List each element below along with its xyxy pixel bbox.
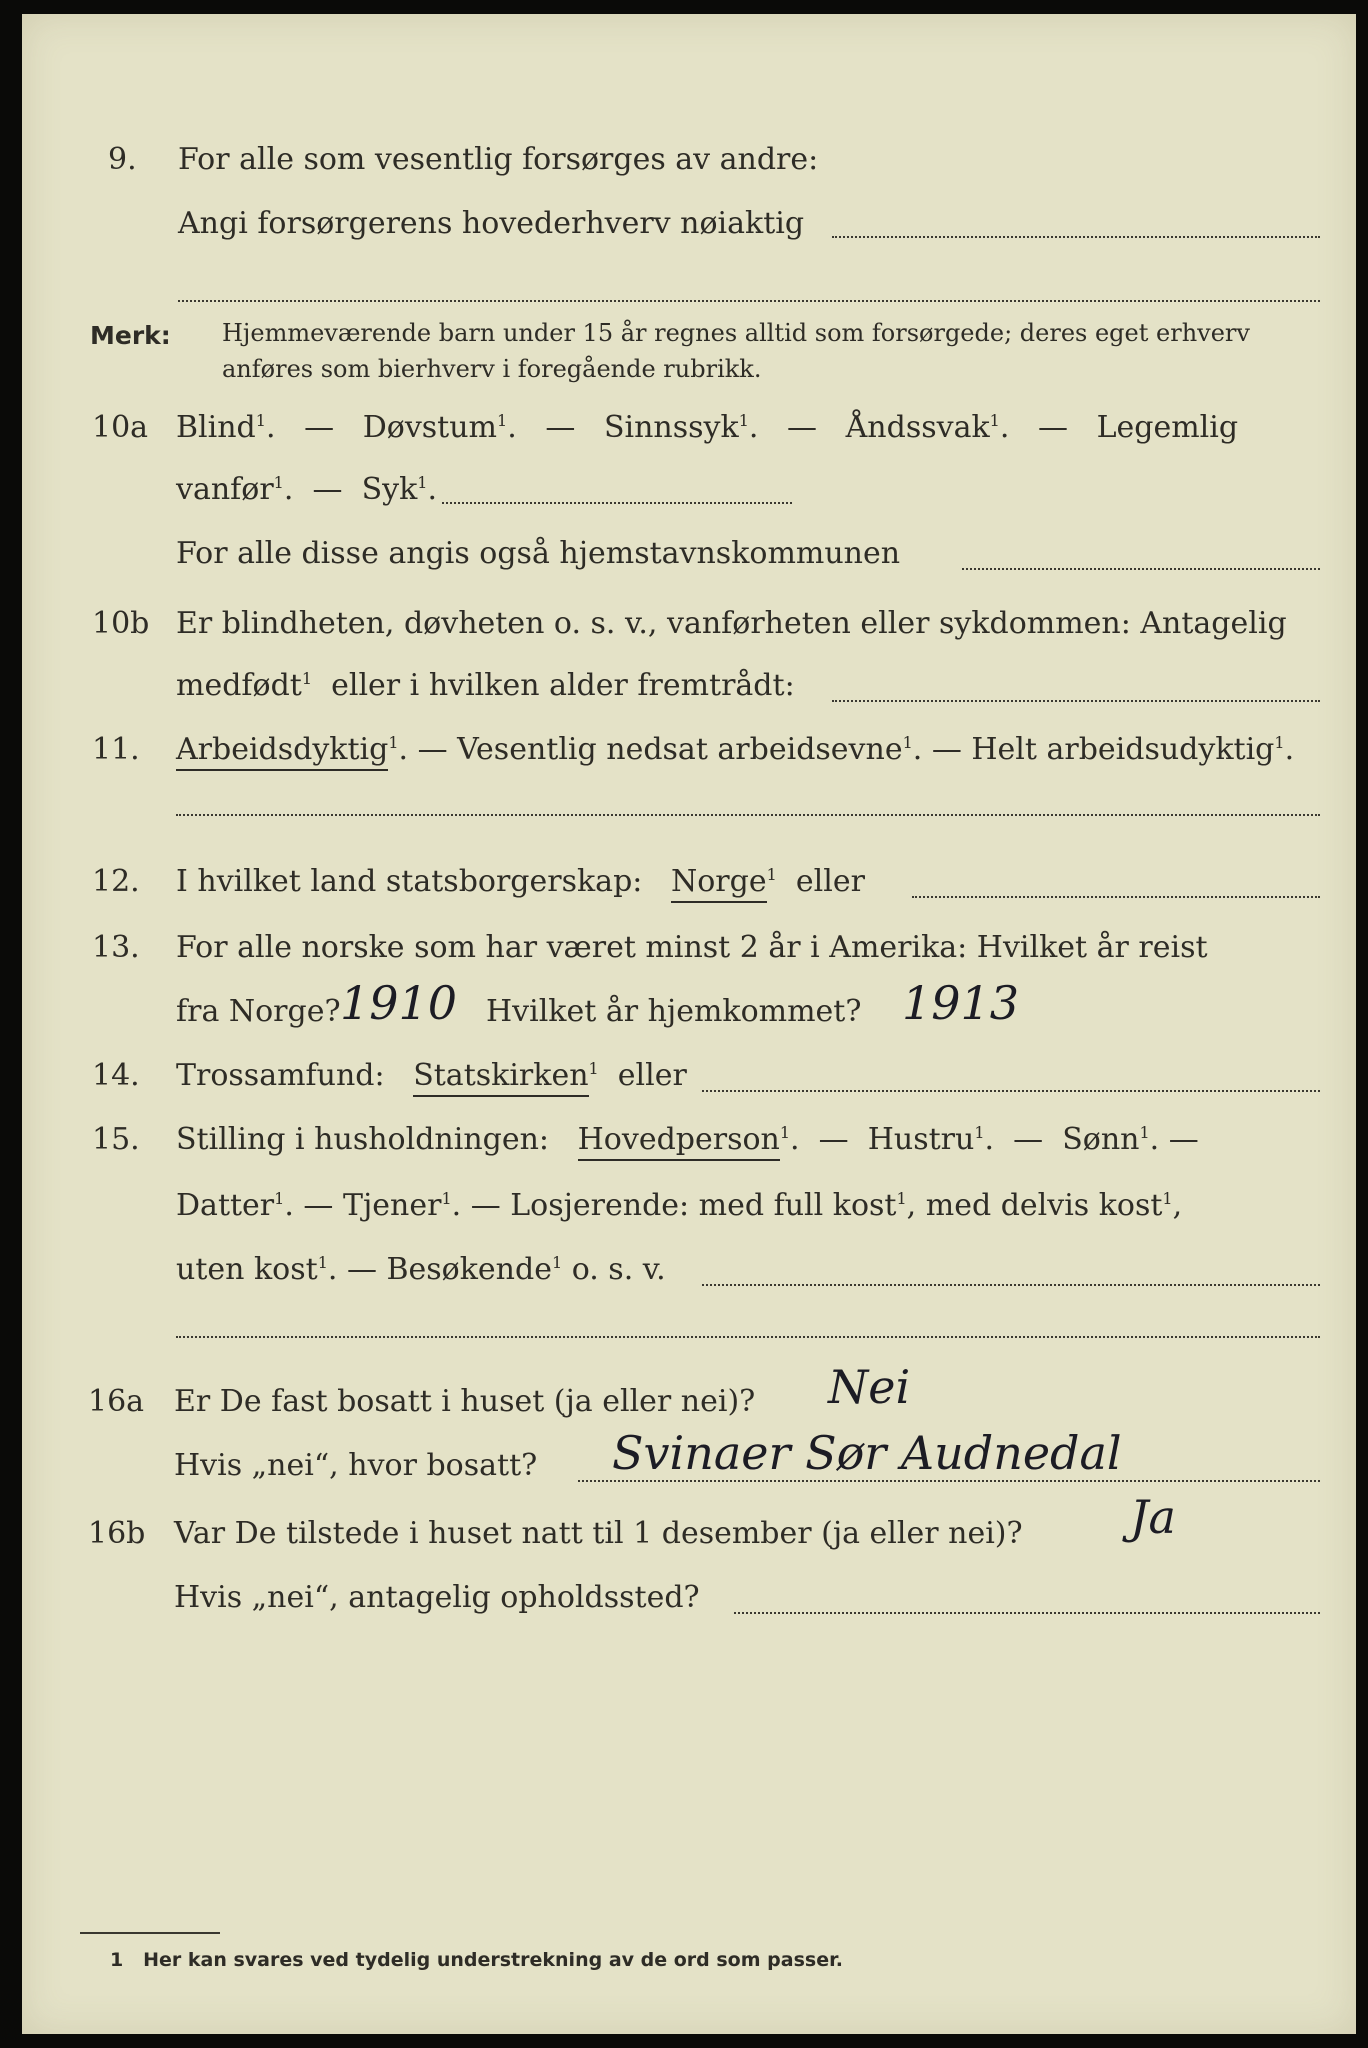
question-text: Hvis „nei“, antagelig opholdssted?: [174, 1580, 700, 1615]
question-number: 16b: [88, 1516, 146, 1551]
answer-line: [442, 502, 792, 504]
option-syk: Syk: [361, 472, 418, 507]
selected-hovedperson: Hovedperson: [578, 1122, 780, 1161]
answer-line: [176, 1336, 1320, 1338]
question-text: For alle som vesentlig forsørges av andre:: [178, 142, 819, 177]
question-number: 10b: [92, 606, 150, 641]
question-number: 14.: [92, 1058, 140, 1093]
question-number: 15.: [92, 1122, 140, 1157]
footnote: [110, 1949, 843, 1971]
footnote-marker: 1: [110, 1949, 124, 1971]
option-sinnssyk: Sinnssyk: [603, 410, 739, 445]
handwritten-answer-bosatt: Nei: [828, 1360, 911, 1414]
note-text: anføres som bierhverv i foregående rubrikk.: [222, 355, 762, 383]
handwritten-answer-hvor-bosatt: Svinaer Sør Audnedal: [612, 1426, 1122, 1480]
option-andssvak: Åndssvak: [845, 410, 990, 445]
question-text: Er De fast bosatt i huset (ja eller nei)?: [174, 1384, 756, 1419]
selected-arbeidsdyktig: Arbeidsdyktig: [176, 732, 388, 771]
question-number: 10a: [92, 410, 149, 445]
answer-line: [962, 568, 1320, 570]
note-label: Merk:: [90, 321, 171, 350]
answer-line: [578, 1480, 1320, 1482]
note-text: Hjemmeværende barn under 15 år regnes alltid som forsørgede; deres eget erhverv: [222, 319, 1250, 347]
handwritten-answer-tilstede: Ja: [1130, 1490, 1176, 1544]
option-legemlig: Legemlig: [1096, 410, 1239, 445]
option-blind: Blind: [176, 410, 256, 445]
question-number: 9.: [108, 142, 137, 177]
question-text: For alle disse angis også hjemstavnskommunen: [176, 536, 901, 571]
selected-norge: Norge: [671, 864, 767, 903]
answer-line: [178, 300, 1320, 302]
footnote-rule: [80, 1932, 220, 1934]
question-number: 12.: [92, 864, 140, 899]
answer-line: [912, 896, 1320, 898]
option-dovstum: Døvstum: [362, 410, 498, 445]
answer-line: [176, 814, 1320, 816]
question-text: Var De tilstede i huset natt til 1 desember (ja eller nei)?: [174, 1516, 1023, 1551]
answer-line: [832, 236, 1320, 238]
answer-line: [734, 1612, 1320, 1614]
selected-statskirken: Statskirken: [413, 1058, 588, 1097]
question-text: For alle norske som har været minst 2 år i Amerika: Hvilket år reist: [176, 930, 1208, 965]
footnote-text: Her kan svares ved tydelig understrekning av de ord som passer.: [143, 1949, 843, 1971]
question-text: Hvis „nei“, hvor bosatt?: [174, 1448, 538, 1483]
question-text: Angi forsørgerens hovederhverv nøiaktig: [178, 206, 805, 241]
answer-line: [832, 700, 1320, 702]
option-vanfor: vanfør: [176, 472, 274, 507]
question-number: 11.: [92, 732, 140, 767]
question-text: Er blindheten, døvheten o. s. v., vanførheten eller sykdommen: Antagelig: [176, 606, 1287, 641]
handwritten-year-reist: 1910: [340, 976, 458, 1030]
question-number: 16a: [88, 1384, 145, 1419]
question-number: 13.: [92, 930, 140, 965]
handwritten-year-hjemkommet: 1913: [902, 976, 1020, 1030]
census-form-page: 9. For alle som vesentlig forsørges av andre: Angi forsørgerens hovederhverv nøiaktig Merk: Hjemmeværende barn under 15 år regnes alltid som forsørgede; deres eget erhverv anføres som bierhverv i foregående rubrikk. 10a Blind$^1$. — Døvstum$^1$. — Sinnssyk$^1$. — Åndssvak$^1$. — Legemlig vanfør$^1$. — Syk$^1$. For alle disse angis også hjemstavnskommunen 10b Er blindheten, døvheten o. s. v., vanførheten eller sykdommen: Antagelig medfødt$^1$ eller i hvilken alder fremtrådt: 11. Arbeidsdyktig$^1$. — Vesentlig nedsat arbeidsevne$^1$. — Helt arbeidsudyktig$^1$. 12. I hvilket land statsborgerskap: Norge$^1$ eller 13. For alle norske som har været minst 2 år i Amerika: Hvilket år reist fra Norge? Hvilket år hjemkommet? 1910 1913 14. Trossamfund: Statskirken$^1$ eller 15. Stilling i husholdningen: Hovedperson$^1$. — Hustru$^1$. — Sønn$^1$. — Datter$^1$. — Tjener$^1$. — Losjerende: med full kost$^1$, med delvis kost$^1$, uten kost$^1$. — Besøkende$^1$ o. s. v. 16a Er De fast bosatt i huset (ja eller nei)? Nei Hvis „nei“, hvor bosatt? Svinaer Sør Audnedal 16b Var De tilstede i huset natt til 1 desember (ja eller nei)? Ja Hvis „nei“, antagelig opholdssted? 1 Her kan svares ved tydelig understrekning av de ord som passer.: [22, 14, 1356, 2034]
answer-line: [702, 1090, 1320, 1092]
answer-line: [702, 1284, 1320, 1286]
